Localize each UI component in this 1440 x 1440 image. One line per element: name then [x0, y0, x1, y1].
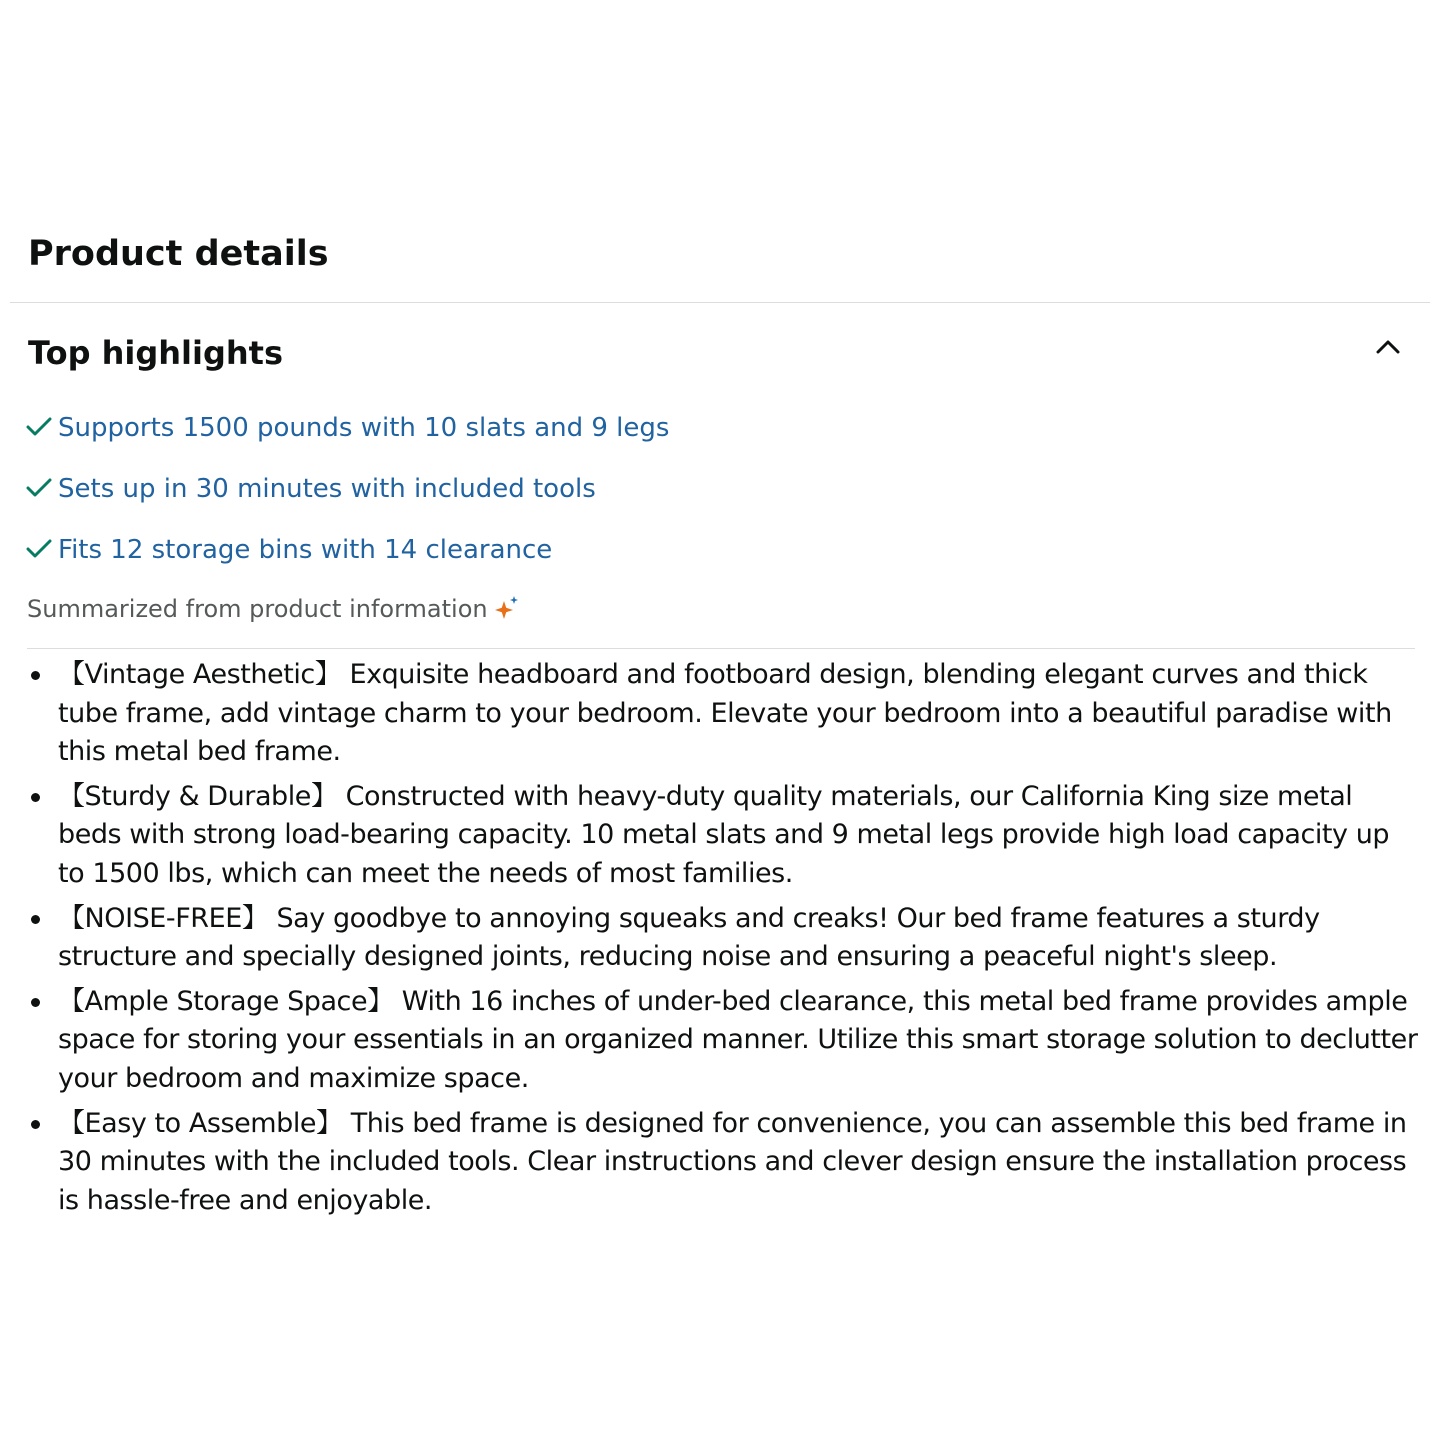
summary-note-text: Summarized from product information — [27, 595, 488, 623]
top-highlights-title: Top highlights — [28, 334, 284, 372]
feature-bullet-list — [58, 656, 1423, 1226]
page-title: Product details — [28, 234, 329, 274]
checkmark-icon — [26, 536, 52, 562]
feature-bullet: 【Easy to Assemble】 This bed frame is designed for convenience, you can assemble this bed frame in 30 minutes with the included tools. Clear instructions and clever design ensure the installation process is hassle-free and enjoyable. — [58, 1105, 1423, 1221]
feature-bullet: 【NOISE-FREE】 Say goodbye to annoying squeaks and creaks! Our bed frame features a sturdy structure and specially designed joints, reducing noise and ensuring a peaceful night's sleep. — [58, 900, 1423, 977]
checkmark-icon — [26, 414, 52, 440]
top-highlights-header[interactable] — [28, 330, 1408, 378]
highlight-item — [26, 405, 669, 466]
ai-sparkle-icon — [494, 595, 520, 621]
feature-bullet: 【Vintage Aesthetic】 Exquisite headboard and footboard design, blending elegant curves and thick tube frame, add vintage charm to your bedroom. Elevate your bedroom into a beautiful paradise with this metal bed frame. — [58, 656, 1423, 772]
section-divider — [27, 648, 1415, 649]
highlight-item — [26, 527, 669, 588]
highlight-link[interactable]: Sets up in 30 minutes with included tools — [58, 474, 596, 504]
highlight-item — [26, 466, 669, 527]
highlight-link[interactable]: Fits 12 storage bins with 14 clearance — [58, 535, 553, 565]
checkmark-icon — [26, 475, 52, 501]
feature-bullet: 【Sturdy & Durable】 Constructed with heavy-duty quality materials, our California King size metal beds with strong load-bearing capacity. 10 metal slats and 9 metal legs provide high load capacity up to 1500 lbs, which can meet the needs of most families. — [58, 778, 1423, 894]
chevron-up-icon[interactable] — [1372, 332, 1404, 364]
top-highlights-list — [26, 405, 669, 588]
summary-note — [27, 590, 520, 628]
highlight-link[interactable]: Supports 1500 pounds with 10 slats and 9 legs — [58, 413, 670, 443]
section-divider — [10, 302, 1430, 303]
feature-bullet: 【Ample Storage Space】 With 16 inches of under-bed clearance, this metal bed frame provides ample space for storing your essentials in an organized manner. Utilize this smart storage solution to declutter your bedroom and maximize space. — [58, 983, 1423, 1099]
